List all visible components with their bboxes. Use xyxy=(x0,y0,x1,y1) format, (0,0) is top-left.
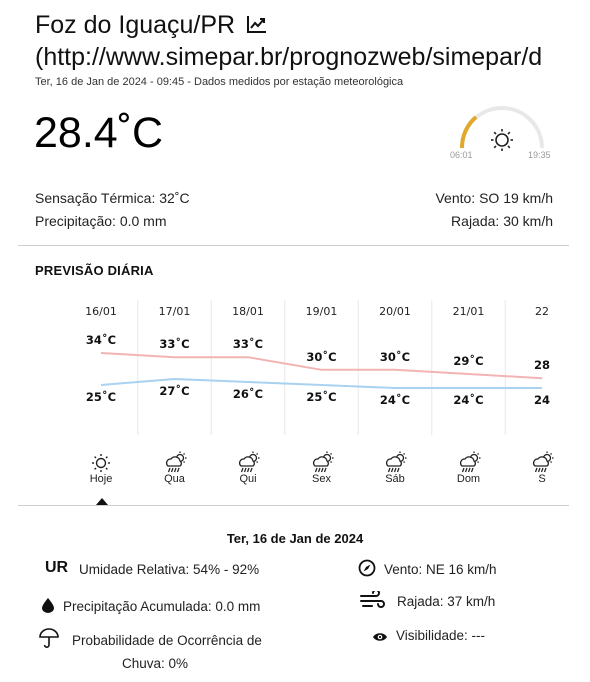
rain-sun-icon xyxy=(163,451,187,475)
max-temp-label: 33˚C xyxy=(159,337,190,352)
selected-day-pointer xyxy=(96,498,108,505)
day-label[interactable]: Dom xyxy=(456,473,481,485)
city-title: Foz do Iguaçu/PR xyxy=(35,11,236,39)
day-label[interactable]: S xyxy=(538,473,546,485)
detail-wind: Vento: NE 16 km/h xyxy=(384,562,497,577)
humidity: Umidade Relativa: 54% - 92% xyxy=(79,562,260,577)
day-label[interactable]: Sáb xyxy=(385,473,405,485)
max-temp-label: 30˚C xyxy=(306,349,337,364)
sunrise-time: 06:01 xyxy=(450,150,473,160)
forecast-date: 20/01 xyxy=(379,305,411,318)
rain-sun-icon xyxy=(236,451,260,475)
rain-sun-icon xyxy=(310,451,334,475)
max-temp-label: 29˚C xyxy=(453,354,484,368)
min-temp-label: 24 xyxy=(533,393,550,407)
forecast-date: 18/01 xyxy=(232,305,264,318)
visibility: Visibilidade: --- xyxy=(396,628,486,643)
min-temp-label: 27˚C xyxy=(159,384,190,398)
precipitation: Precipitação: 0.0 mm xyxy=(35,213,167,229)
humidity-icon: UR xyxy=(45,559,69,576)
max-temp-label: 30˚C xyxy=(379,349,411,364)
min-temp-label: 24˚C xyxy=(453,393,484,407)
umbrella-icon xyxy=(38,627,60,654)
max-temp-label: 28 xyxy=(533,358,550,373)
forecast-date: 22 xyxy=(535,305,549,318)
sunset-time: 19:35 xyxy=(528,150,551,160)
forecast-date: 17/01 xyxy=(158,305,191,318)
divider xyxy=(18,505,569,506)
forecast-date: 19/01 xyxy=(305,305,338,318)
accumulated-precipitation: Precipitação Acumulada: 0.0 mm xyxy=(63,599,261,614)
sun-icon xyxy=(89,451,113,475)
detail-gust: Rajada: 37 km/h xyxy=(397,594,496,609)
compass-icon xyxy=(358,559,376,582)
max-temp-label: 33˚C xyxy=(232,337,264,352)
wind-gust-icon xyxy=(359,591,387,616)
forecast-date: 21/01 xyxy=(452,305,485,318)
rain-probability-line2: Chuva: 0% xyxy=(122,656,189,671)
gust: Rajada: 30 km/h xyxy=(451,213,553,229)
detail-date-title: Ter, 16 de Jan de 2024 xyxy=(226,531,364,546)
rain-sun-icon xyxy=(530,451,554,475)
feels-like: Sensação Térmica: 32˚C xyxy=(35,190,190,206)
day-label[interactable]: Sex xyxy=(312,473,331,485)
raindrop-icon xyxy=(41,597,55,618)
wind: Vento: SO 19 km/h xyxy=(435,190,553,206)
min-temp-label: 25˚C xyxy=(306,390,337,404)
min-temp-label: 26˚C xyxy=(232,387,264,401)
rain-probability-line1: Probabilidade de Ocorrência de xyxy=(72,633,262,648)
eye-icon xyxy=(372,630,388,648)
source-link[interactable]: (http://www.simepar.br/prognozweb/simepar/d xyxy=(35,43,543,71)
day-label[interactable]: Hoje xyxy=(89,473,113,485)
current-temperature: 28.4˚C xyxy=(34,109,164,157)
max-temp-label: 34˚C xyxy=(85,333,117,347)
rain-sun-icon xyxy=(383,451,407,475)
forecast-date: 16/01 xyxy=(85,305,117,318)
day-label[interactable]: Qua xyxy=(164,473,185,485)
measurement-subtitle: Ter, 16 de Jan de 2024 - 09:45 - Dados medidos por estação meteorológica xyxy=(35,76,404,88)
forecast-section-title: PREVISÃO DIÁRIA xyxy=(35,263,154,278)
day-label[interactable]: Qui xyxy=(239,473,257,485)
min-temp-label: 25˚C xyxy=(85,390,117,404)
min-temp-label: 24˚C xyxy=(379,393,411,407)
rain-sun-icon xyxy=(457,451,481,475)
